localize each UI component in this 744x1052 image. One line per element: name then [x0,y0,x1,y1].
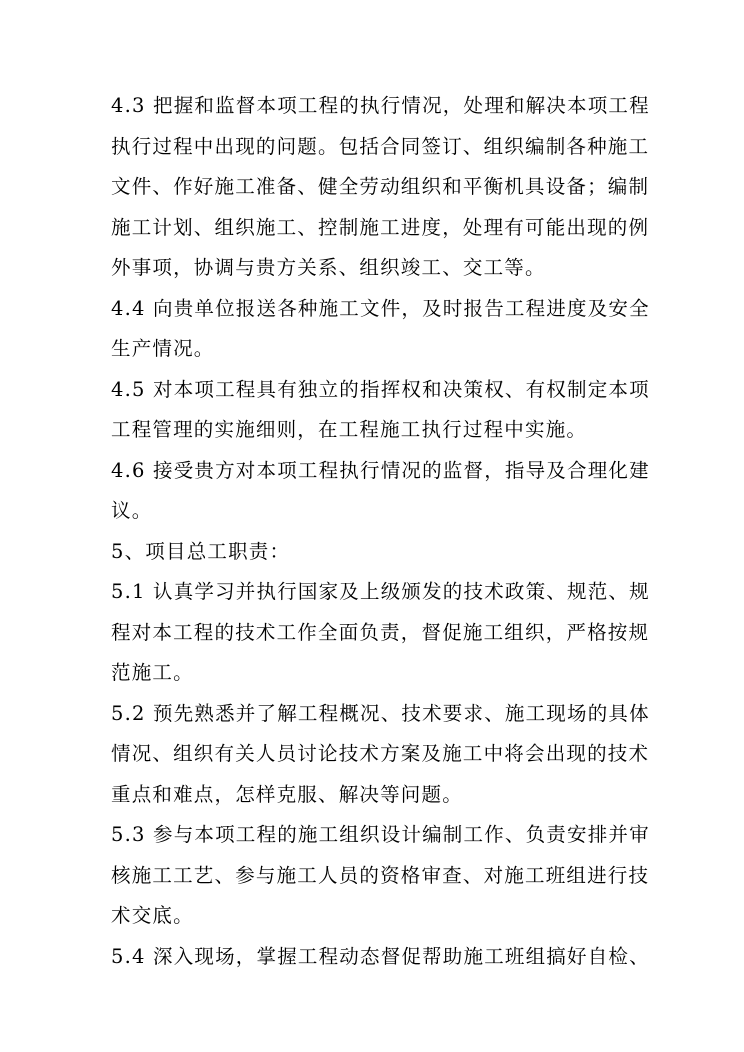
text-line: 文件、作好施工准备、健全劳动组织和平衡机具设备；编制 [111,175,650,198]
text-line: 4.5 对本项工程具有独立的指挥权和决策权、有权制定本项 [111,377,650,401]
paragraph-5-3 [111,815,650,937]
text-line: 4.4 向贵单位报送各种施工文件，及时报告工程进度及安全 [111,296,650,320]
paragraph-5-2 [111,694,650,816]
text-line: 5、项目总工职责： [111,539,291,563]
text-line: 工程管理的实施细则，在工程施工执行过程中实施。 [111,418,588,441]
paragraph-4-4 [111,289,650,370]
paragraph-4-5 [111,370,650,451]
text-line: 5.1 认真学习并执行国家及上级颁发的技术政策、规范、规 [111,580,650,603]
text-line: 4.3 把握和监督本项工程的执行情况，处理和解决本项工程 [111,94,650,117]
text-line: 外事项，协调与贵方关系、组织竣工、交工等。 [111,256,546,279]
text-line: 生产情况。 [111,337,215,360]
text-line: 议。 [111,499,153,522]
text-line: 执行过程中出现的问题。包括合同签订、组织编制各种施工 [111,134,650,158]
text-line: 施工计划、组织施工、控制施工进度，处理有可能出现的例 [111,215,650,239]
text-line: 重点和难点，怎样克服、解决等问题。 [111,782,463,806]
text-line: 5.3 参与本项工程的施工组织设计编制工作、负责安排并审 [111,823,650,846]
paragraph-5-4 [111,937,650,978]
paragraph-4-3 [111,86,650,289]
text-line: 5.2 预先熟悉并了解工程概况、技术要求、施工现场的具体 [111,701,650,725]
text-line: 5.4 深入现场，掌握工程动态督促帮助施工班组搞好自检、 [111,944,650,968]
paragraph-4-6 [111,451,650,532]
document-body [111,86,650,977]
text-line: 核施工工艺、参与施工人员的资格审查、对施工班组进行技 [111,863,650,887]
section-heading-5 [111,532,641,573]
paragraph-5-1 [111,572,650,694]
text-line: 程对本工程的技术工作全面负责，督促施工组织，严格按规 [111,620,650,644]
text-line: 范施工。 [111,661,194,684]
text-line: 术交底。 [111,904,194,927]
text-line: 4.6 接受贵方对本项工程执行情况的监督，指导及合理化建 [111,458,650,482]
text-line: 情况、组织有关人员讨论技术方案及施工中将会出现的技术 [111,742,650,765]
